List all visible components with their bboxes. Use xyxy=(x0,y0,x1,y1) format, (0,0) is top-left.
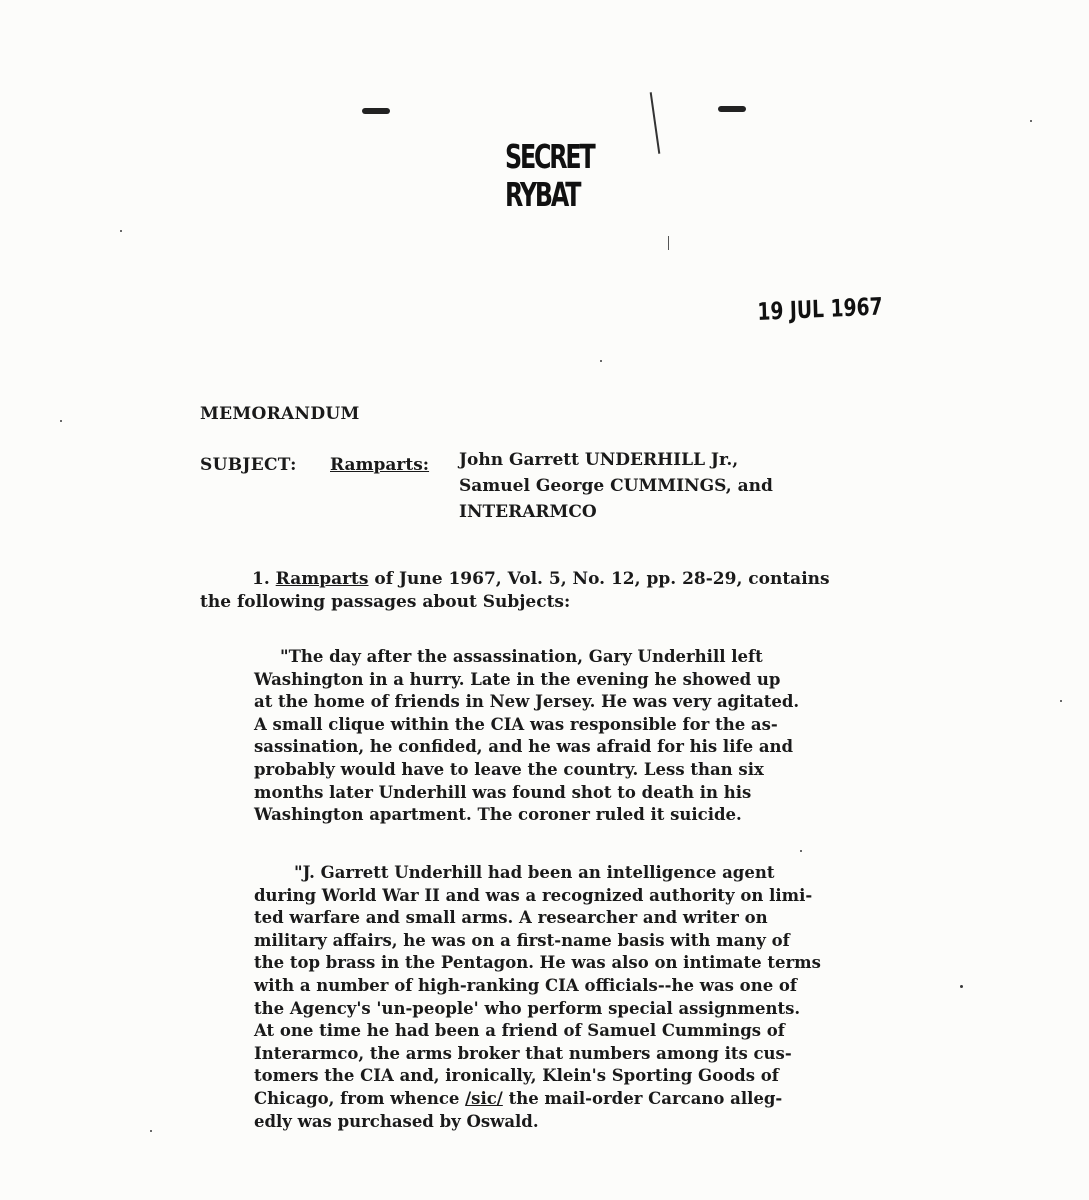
subject-line: John Garrett UNDERHILL Jr., xyxy=(459,450,739,470)
quote-line: Interarmco, the arms broker that numbers among its cus- xyxy=(254,1043,792,1063)
paragraph-line-1-rest: of June 1967, Vol. 5, No. 12, pp. 28-29, contains xyxy=(368,569,830,589)
quote-line: Washington in a hurry. Late in the evening he showed up xyxy=(254,669,781,689)
quote-line: At one time he had been a friend of Samuel Cummings of xyxy=(254,1021,785,1041)
subject-line: INTERARMCO xyxy=(459,502,597,522)
scan-speck xyxy=(1030,120,1032,122)
quote-line: A small clique within the CIA was responsible for the as- xyxy=(254,714,778,734)
quote-line: the Agency's 'un-people' who perform special assignments. xyxy=(254,998,801,1018)
quote-line: the top brass in the Pentagon. He was also on intimate terms xyxy=(254,953,821,973)
subject-line: Samuel George CUMMINGS, and xyxy=(459,476,773,496)
scan-speck xyxy=(800,850,802,852)
quote-line: with a number of high-ranking CIA officials--he was one of xyxy=(254,975,798,995)
memo-title: MEMORANDUM xyxy=(200,404,360,424)
quote-line: "J. Garrett Underhill had been an intelligence agent xyxy=(294,863,775,882)
subject-publication: Ramparts: xyxy=(330,455,430,475)
quote-line: "The day after the assassination, Gary Underhill left xyxy=(280,647,763,666)
quote-line: Washington apartment. The coroner ruled it suicide. xyxy=(254,805,742,825)
quote-line: months later Underhill was found shot to death in his xyxy=(254,782,752,802)
scan-line-mark xyxy=(650,92,661,154)
punch-mark-left xyxy=(362,108,390,114)
subject-lines xyxy=(459,447,773,525)
quote-2 xyxy=(254,862,821,1133)
punch-mark-right xyxy=(718,106,746,112)
quote-line: military affairs, he was on a first-name basis with many of xyxy=(254,930,790,950)
date-stamp: 19 JUL 1967 xyxy=(757,292,883,326)
quote-line-sic xyxy=(254,1088,821,1111)
sic-notation: /sic/ xyxy=(465,1088,503,1108)
quote-line: edly was purchased by Oswald. xyxy=(254,1111,539,1131)
quote-line-sic-after: the mail-order Carcano alleg- xyxy=(502,1088,783,1108)
scan-speck xyxy=(1060,700,1062,702)
scan-speck xyxy=(960,985,963,988)
quote-line: at the home of friends in New Jersey. He was very agitated. xyxy=(254,692,800,712)
quote-line: tomers the CIA and, ironically, Klein's Sporting Goods of xyxy=(254,1066,779,1086)
paragraph-publication: Ramparts xyxy=(275,569,369,589)
quote-1 xyxy=(254,646,799,827)
quote-line: ted warfare and small arms. A researcher and writer on xyxy=(254,908,768,928)
paragraph-1-line-1 xyxy=(200,568,830,591)
scan-speck xyxy=(120,230,122,232)
quote-line: during World War II and was a recognized authority on limi- xyxy=(254,885,813,905)
scan-line-mark-small xyxy=(668,236,669,250)
subject-label: SUBJECT: xyxy=(200,455,297,475)
quote-line: probably would have to leave the country. Less than six xyxy=(254,759,764,779)
quote-line-sic-before: Chicago, from whence xyxy=(254,1088,466,1108)
quote-line: sassination, he confided, and he was afraid for his life and xyxy=(254,737,794,757)
paragraph-1-line-2: the following passages about Subjects: xyxy=(200,592,571,612)
classification-stamp xyxy=(505,137,594,214)
paragraph-number: 1. xyxy=(252,569,270,589)
classification-rybat: RYBAT xyxy=(505,175,580,214)
scan-speck xyxy=(150,1130,152,1132)
classification-secret: SECRET xyxy=(505,137,594,176)
scan-speck xyxy=(600,360,602,362)
paragraph-1 xyxy=(200,568,830,614)
scan-speck xyxy=(60,420,62,422)
